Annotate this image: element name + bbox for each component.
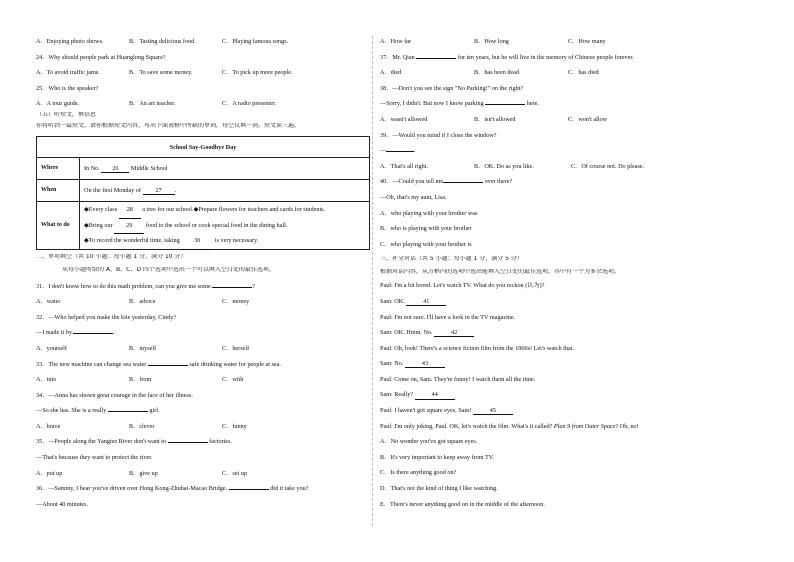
option-a: A．yourself bbox=[36, 344, 67, 352]
blank-33[interactable] bbox=[148, 365, 188, 366]
option-c: C．with bbox=[222, 376, 244, 384]
blank-44[interactable]: 44 bbox=[415, 391, 455, 399]
question-38-reply: —Sorry, I didn't. But now I know parking here. bbox=[380, 100, 539, 108]
option-a: A．How far bbox=[380, 38, 412, 45]
q32-options bbox=[36, 345, 370, 361]
section-3-title: 三、补全对话（共 5 小题；每小题 1 分，满分 5 分） bbox=[380, 256, 523, 263]
question-33: 33．The new machine can change sea water safe drinking water for people at sea. bbox=[36, 360, 281, 368]
option-a: A．put up bbox=[36, 469, 63, 477]
dialogue-line-1: Paul: I'm a bit bored. Let's watch TV. What do you reckon (认为)? bbox=[380, 282, 545, 290]
dialogue-line-3: Paul: I'm not sure. I'll have a look in the TV magazine. bbox=[380, 313, 516, 321]
choice-b: B．It's very important to keep away from TV. bbox=[380, 453, 494, 461]
option-b: B．To save some money. bbox=[129, 69, 193, 77]
question-36-reply: —About 40 minutes. bbox=[36, 500, 89, 508]
dialogue-line-8: Sam: Really? 44 bbox=[380, 391, 754, 407]
option-b: B．from bbox=[129, 376, 152, 384]
option-c: C．set up bbox=[222, 469, 247, 477]
choice-e: E．There's never anything good on in the middle of the afternoon. bbox=[380, 500, 545, 508]
option-c: C．Of course not. Do please. bbox=[571, 162, 645, 170]
question-25: 25．Who is the speaker? bbox=[36, 84, 99, 92]
q39-options bbox=[380, 163, 754, 179]
choice-d: D．That's not the kind of thing I like watching. bbox=[380, 485, 498, 493]
blank-45[interactable]: 45 bbox=[473, 407, 513, 415]
info-table bbox=[36, 136, 370, 249]
left-column bbox=[36, 38, 370, 516]
dialogue-line-2: Sam: OK. 41 bbox=[380, 298, 754, 314]
question-24: 24．Why should people park at Huanglong Square? bbox=[36, 53, 166, 61]
blank-37[interactable] bbox=[416, 58, 456, 59]
option-a: A．died bbox=[380, 69, 402, 77]
choice-a: A．No wonder you've got square eyes. bbox=[380, 438, 478, 446]
dialogue-line-4: Sam: OK. Hmm. No. 42 bbox=[380, 329, 754, 345]
option-b: B．How long bbox=[474, 38, 509, 45]
question-31: 31．I don't know how to do this math problem, can you give me some ? bbox=[36, 282, 255, 290]
option-b: B．isn't allowed bbox=[474, 115, 516, 123]
option-c: C．How many bbox=[568, 38, 606, 45]
q36-options bbox=[380, 38, 754, 54]
dialogue-line-9: Paul: I haven't got square eyes, Sam! 45 bbox=[380, 407, 754, 423]
option-c: C．has died bbox=[568, 69, 599, 77]
q40-option-a: A．who playing with your brother was bbox=[380, 209, 478, 217]
q35-options bbox=[36, 470, 370, 486]
option-a: A．That's all right. bbox=[380, 162, 429, 170]
option-a: A．Enjoying photo shows. bbox=[36, 38, 104, 45]
option-b: B．OK. Do as you like. bbox=[474, 162, 534, 170]
blank-26[interactable]: 26 bbox=[101, 165, 129, 173]
question-38: 38．—Don't you see the sign "No Parking!" on the right? bbox=[380, 84, 524, 92]
option-c: C．won't allow bbox=[568, 115, 608, 123]
option-a: A．into bbox=[36, 376, 57, 384]
q38-options bbox=[380, 116, 754, 132]
question-35-reply: —That's because they want to protect the river. bbox=[36, 454, 153, 462]
question-40-reply: —Oh, that's my aunt, Lisa. bbox=[380, 193, 447, 201]
option-a: A．brave bbox=[36, 422, 61, 430]
blank-40[interactable] bbox=[443, 182, 483, 183]
dialogue-line-10: Paul: I'm only joking, Paul. OK, let's watch the film. What's it called? Plan 9 from Outer Space? Oh, no! bbox=[380, 422, 639, 430]
option-c: C．herself bbox=[222, 344, 250, 352]
blank-30[interactable]: 30 bbox=[181, 233, 213, 249]
blank-34[interactable] bbox=[108, 411, 148, 412]
question-32-reply: —I made it by . bbox=[36, 329, 116, 337]
q23-options bbox=[36, 38, 370, 54]
option-b: B．has been dead bbox=[474, 69, 520, 77]
option-a: A．wasn't allowed bbox=[380, 115, 428, 123]
q34-options bbox=[36, 423, 370, 439]
question-36: 36．—Sammy, I hear you've driven over Hong Kong-Zhuhai-Macao Bridge. did it take you? bbox=[36, 485, 309, 493]
dialogue-line-5: Paul: Oh, look! There's a science fiction film from the 1960s! Let's watch that. bbox=[380, 344, 575, 352]
option-c: C．money bbox=[222, 298, 250, 306]
section-2-title: 二、单项填空（共 10 小题；每小题 1 分，满分 10 分） bbox=[36, 253, 187, 260]
option-b: B．myself bbox=[129, 344, 157, 352]
question-37: 37．Mr. Qian for ten years, but he will live in the memory of Chinese people forever. bbox=[380, 53, 634, 61]
question-35: 35．—People along the Yangtze River don't want to factories. bbox=[36, 438, 232, 446]
option-b: B．Tasting delicious food. bbox=[129, 38, 196, 45]
dialogue-line-6: Sam: No. 43 bbox=[380, 360, 754, 376]
activity-3: ◆To record the wonderful time, taking 30 is very necessary. bbox=[84, 233, 365, 248]
option-a: A．A tour guide. bbox=[36, 100, 80, 108]
question-32: 32．—Who helped you make the kite yesterday, Cindy? bbox=[36, 313, 177, 321]
blank-28[interactable]: 28 bbox=[119, 202, 141, 218]
blank-42[interactable]: 42 bbox=[434, 329, 474, 337]
option-b: B．clever bbox=[129, 422, 155, 430]
where-cell: In No. 26 Middle School bbox=[80, 158, 370, 180]
option-c: C．funny bbox=[222, 422, 247, 430]
section-3-instructions: 根据对话内容，从方框内的选项中选出能填入空白处的最佳选项，其中有一个为多余选项。 bbox=[380, 269, 621, 276]
dialogue-line-7: Paul: Come on, Sam. They're funny! I watch them all the time. bbox=[380, 375, 536, 383]
blank-29[interactable]: 29 bbox=[114, 218, 144, 234]
option-a: A．water bbox=[36, 298, 61, 306]
blank-31[interactable] bbox=[212, 287, 252, 288]
what-label: What to do bbox=[37, 202, 80, 249]
column-divider bbox=[372, 36, 373, 526]
blank-43[interactable]: 43 bbox=[405, 360, 445, 368]
question-40: 40．—Could you tell me over there? bbox=[380, 178, 513, 186]
when-cell: On the first Monday of 27 . bbox=[80, 180, 370, 202]
option-c: C．Playing famous songs. bbox=[222, 38, 289, 45]
question-34: 34．—Anna has shown great courage in the face of her illness. bbox=[36, 391, 193, 399]
q24-options bbox=[36, 69, 370, 85]
choice-c: C．Is there anything good on? bbox=[380, 469, 457, 477]
where-label: Where bbox=[37, 158, 80, 180]
q40-option-b: B．who is playing with your brother bbox=[380, 225, 472, 233]
question-39-reply: — . bbox=[380, 147, 416, 155]
blank-38[interactable] bbox=[485, 104, 525, 105]
what-cell bbox=[80, 202, 370, 249]
blank-39[interactable] bbox=[386, 151, 414, 152]
section-2-instructions: 从每小题所给的 A、B、C、D 四个选项中选出一个可以填入空白处的最佳选项。 bbox=[62, 266, 275, 273]
right-column bbox=[380, 38, 754, 516]
q25-options bbox=[36, 100, 370, 112]
table-title: School Say-Goodbye Day bbox=[37, 137, 370, 158]
q33-options bbox=[36, 376, 370, 392]
option-b: B．advice bbox=[129, 298, 156, 306]
option-b: B．An art teacher. bbox=[129, 100, 176, 108]
blank-35[interactable] bbox=[168, 442, 208, 443]
option-c: C．To pick up more people. bbox=[222, 69, 293, 77]
blank-41[interactable]: 41 bbox=[406, 298, 446, 306]
q40-option-c: C．who playing with your brother is bbox=[380, 240, 472, 248]
activity-2: ◆Bring our 29 food to the school or cook special food in the dining hall. bbox=[84, 218, 365, 233]
blank-36[interactable] bbox=[229, 489, 269, 490]
option-b: B．give up bbox=[129, 469, 158, 477]
blank-32[interactable] bbox=[73, 333, 113, 334]
when-label: When bbox=[37, 180, 80, 202]
activity-1: ◆Every class 28 a tree for our school.◆Prepare flowers for teachers and cards for students. bbox=[84, 202, 365, 217]
blank-27[interactable]: 27 bbox=[143, 187, 175, 195]
option-c: C．A radio presenter. bbox=[222, 100, 277, 108]
q37-options bbox=[380, 69, 754, 85]
q31-options bbox=[36, 298, 370, 314]
section-5-instructions: 你将听到一篇短文，请你根据短文内容，写出下面表格中所缺的单词，每空仅填一词。短文读三遍。 bbox=[36, 123, 301, 130]
option-a: A．To avoid traffic jams. bbox=[36, 69, 100, 77]
question-34-reply: —So she has. She is a really girl. bbox=[36, 407, 160, 415]
question-39: 39．—Would you mind if I close the window? bbox=[380, 131, 497, 139]
section-5-title: （五）听短文，填信息 bbox=[36, 112, 97, 119]
